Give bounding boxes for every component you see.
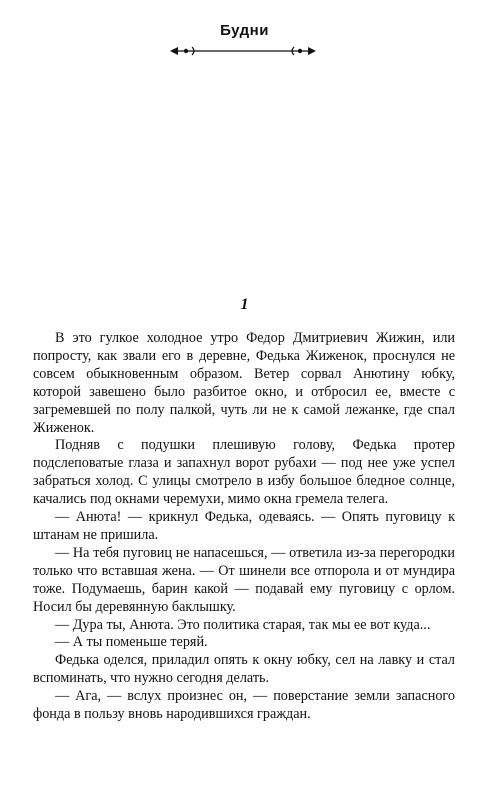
paragraph: — Дура ты, Анюта. Это политика старая, так мы ее вот куда... — [55, 616, 431, 633]
paragraph: Подняв с подушки плешивую голову, Федька протер подслеповатые глаза и запахнул ворот рубахи — под нее уже успел забраться холод. С улицы смотрело в избу большое бледное солнце, качались под окнами черемухи, мимо окна гремела телега. — [33, 437, 455, 508]
chapter-number: 1 — [240, 296, 249, 313]
paragraph: — На тебя пуговиц не напасешься, — ответила из-за перегородки только что вставшая жена. — От шинели все отпорола и от мундира тоже. Подумаешь, барин какой — подавай ему пуговицу с орлом. Носил бы деревянную баклышку. — [33, 544, 455, 615]
paragraph: — А ты поменьше теряй. — [55, 634, 208, 651]
page-title: Будни — [220, 22, 269, 39]
paragraph: В это гулкое холодное утро Федор Дмитриевич Жижин, или попросту, как звали его в деревне, Федька Жиженок, проснулся не совсем обыкновенным образом. Ветер сорвал Анютину юбку, которой завешено было разбитое окно, и отбросил ее, вместе с загремевшей по полу палкой, чуть ли не к самой лежанке, где спал Жиженок. — [33, 330, 455, 436]
paragraph: — Ага, — вслух произнес он, — поверстание земли запасного фонда в пользу вновь народившихся граждан. — [33, 688, 455, 723]
paragraph: — Анюта! — крикнул Федька, одеваясь. — Опять пуговицу к штанам не пришила. — [33, 509, 455, 543]
ornament-divider-icon — [168, 44, 318, 58]
chapter-text — [33, 330, 455, 724]
paragraph: Федька оделся, приладил опять к окну юбку, сел на лавку и стал вспоминать, что нужно сегодня делать. — [33, 652, 455, 687]
